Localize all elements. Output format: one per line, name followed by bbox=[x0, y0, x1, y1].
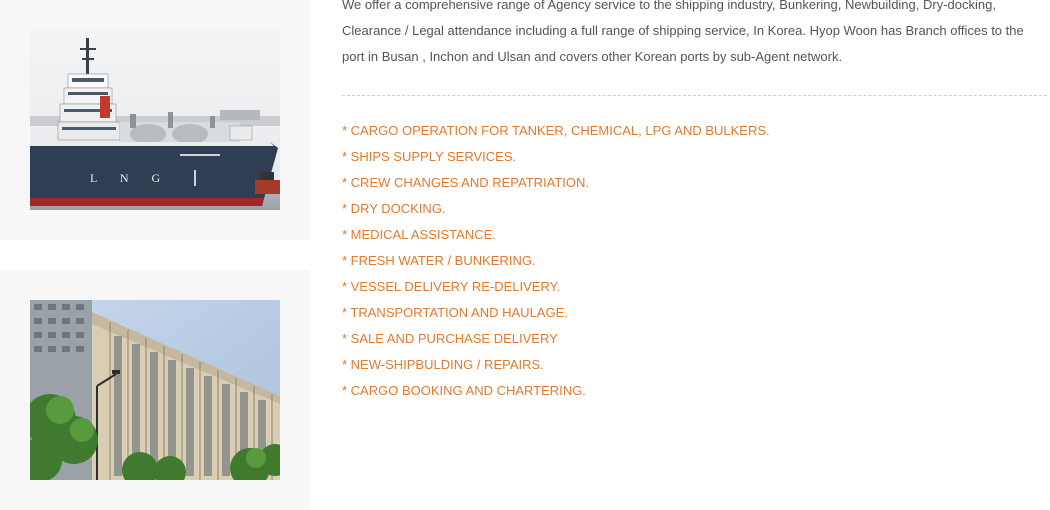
service-item-transportation: * TRANSPORTATION AND HAULAGE. bbox=[342, 305, 568, 320]
service-item-vessel-delivery: * VESSEL DELIVERY RE-DELIVERY. bbox=[342, 279, 561, 294]
service-item-fresh-water: * FRESH WATER / BUNKERING. bbox=[342, 253, 536, 268]
building-photo-card bbox=[0, 270, 310, 510]
hull-lettering: L N G bbox=[90, 171, 171, 185]
office-building-photo bbox=[30, 300, 280, 480]
service-item-sale-purchase: * SALE AND PURCHASE DELIVERY bbox=[342, 331, 558, 346]
intro-paragraph: We offer a comprehensive range of Agency service to the shipping industry, Bunkering, Newbuilding, Dry-docking, Clearance / Legal attendance including a full range of shipping service, In Korea. Hyop Woon has Branch offices to the port in Busan , Inchon and Ulsan and covers other Korean ports by sub-Agent network. bbox=[342, 0, 1024, 64]
service-item-crew-changes: * CREW CHANGES AND REPATRIATION. bbox=[342, 175, 590, 190]
service-item-ships-supply: * SHIPS SUPPLY SERVICES. bbox=[342, 149, 517, 164]
service-item-cargo-operation: * CARGO OPERATION FOR TANKER, CHEMICAL, LPG AND BULKERS. bbox=[342, 123, 770, 138]
service-item-medical-assistance: * MEDICAL ASSISTANCE. bbox=[342, 227, 496, 242]
lng-tanker-photo bbox=[30, 30, 280, 210]
section-divider bbox=[342, 95, 1047, 96]
service-item-dry-docking: * DRY DOCKING. bbox=[342, 201, 446, 216]
ship-photo-card bbox=[0, 0, 310, 240]
service-item-new-shipbuilding: * NEW-SHIPBULDING / REPAIRS. bbox=[342, 357, 544, 372]
service-item-cargo-booking: * CARGO BOOKING AND CHARTERING. bbox=[342, 383, 586, 398]
services-list bbox=[342, 118, 770, 404]
